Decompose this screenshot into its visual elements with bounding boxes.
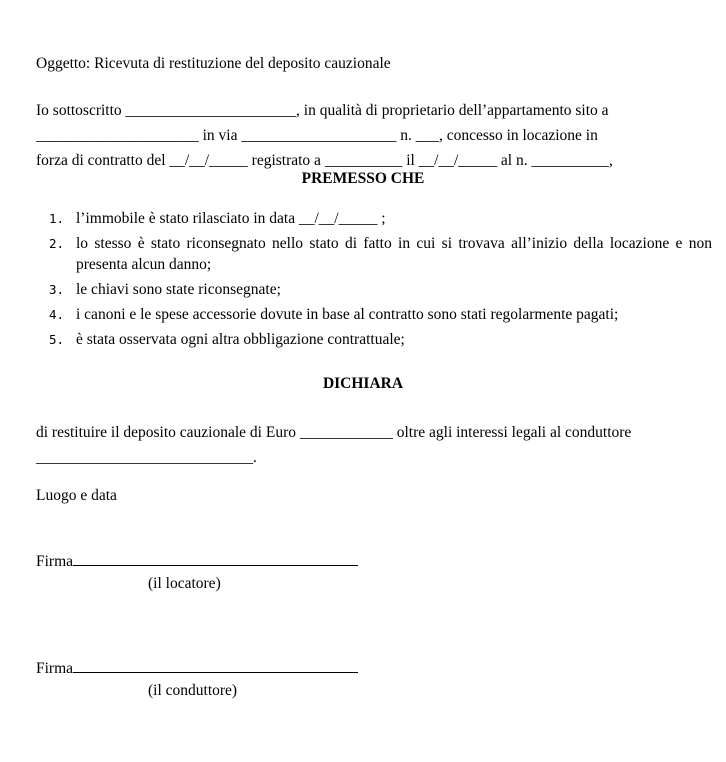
signature-label: Firma bbox=[36, 553, 74, 570]
signature-role-landlord: (il locatore) bbox=[148, 575, 221, 592]
signature-rule bbox=[73, 564, 358, 566]
signature-block-tenant bbox=[36, 660, 358, 700]
list-item bbox=[36, 329, 712, 350]
list-item-number: 5. bbox=[48, 332, 64, 347]
list-item-number: 2. bbox=[48, 236, 64, 251]
signature-label: Firma bbox=[36, 660, 74, 677]
intro-line-2: _____________________ in via ____________________ n. ___, concesso in locazione in bbox=[36, 127, 598, 144]
intro-line-1: Io sottoscritto ______________________, in qualità di proprietario dell’appartamento sito a bbox=[36, 102, 609, 119]
signature-rule bbox=[73, 671, 358, 673]
intro-line-3: forza di contratto del __/__/_____ registrato a __________ il __/__/_____ al n. __________, bbox=[36, 152, 613, 169]
signature-line-tenant bbox=[36, 660, 358, 678]
list-item-number: 3. bbox=[48, 282, 64, 297]
list-item bbox=[36, 208, 712, 229]
list-item-text: l’immobile è stato rilasciato in data __/__/_____ ; bbox=[76, 210, 386, 227]
heading-dichiara: DICHIARA bbox=[322, 375, 404, 392]
signature-line-landlord bbox=[36, 553, 358, 571]
conditions-list bbox=[36, 208, 712, 354]
list-item-text: è stata osservata ogni altra obbligazione contrattuale; bbox=[76, 331, 405, 348]
introduction-paragraph bbox=[36, 98, 708, 173]
signature-role-tenant: (il conduttore) bbox=[148, 682, 238, 699]
list-item-text: i canoni e le spese accessorie dovute in base al contratto sono stati regolarmente pagati; bbox=[76, 306, 619, 323]
list-item-number: 4. bbox=[48, 307, 64, 322]
declaration-line-2: ____________________________. bbox=[36, 449, 257, 466]
list-item-number: 1. bbox=[48, 211, 64, 226]
place-and-date-label: Luogo e data bbox=[36, 487, 117, 504]
list-item-text: le chiavi sono state riconsegnate; bbox=[76, 281, 281, 298]
list-item bbox=[36, 304, 712, 325]
heading-premesso-che: PREMESSO CHE bbox=[301, 170, 425, 187]
list-item bbox=[36, 233, 712, 275]
declaration-paragraph bbox=[36, 420, 708, 470]
list-item bbox=[36, 279, 712, 300]
list-item-text: lo stesso è stato riconsegnato nello stato di fatto in cui si trovava all’inizio della locazione e non presenta alcun danno; bbox=[76, 235, 712, 273]
signature-block-landlord bbox=[36, 553, 358, 593]
declaration-line-1: di restituire il deposito cauzionale di Euro ____________ oltre agli interessi legali al conduttore bbox=[36, 424, 632, 441]
subject-line: Oggetto: Ricevuta di restituzione del deposito cauzionale bbox=[36, 55, 391, 72]
